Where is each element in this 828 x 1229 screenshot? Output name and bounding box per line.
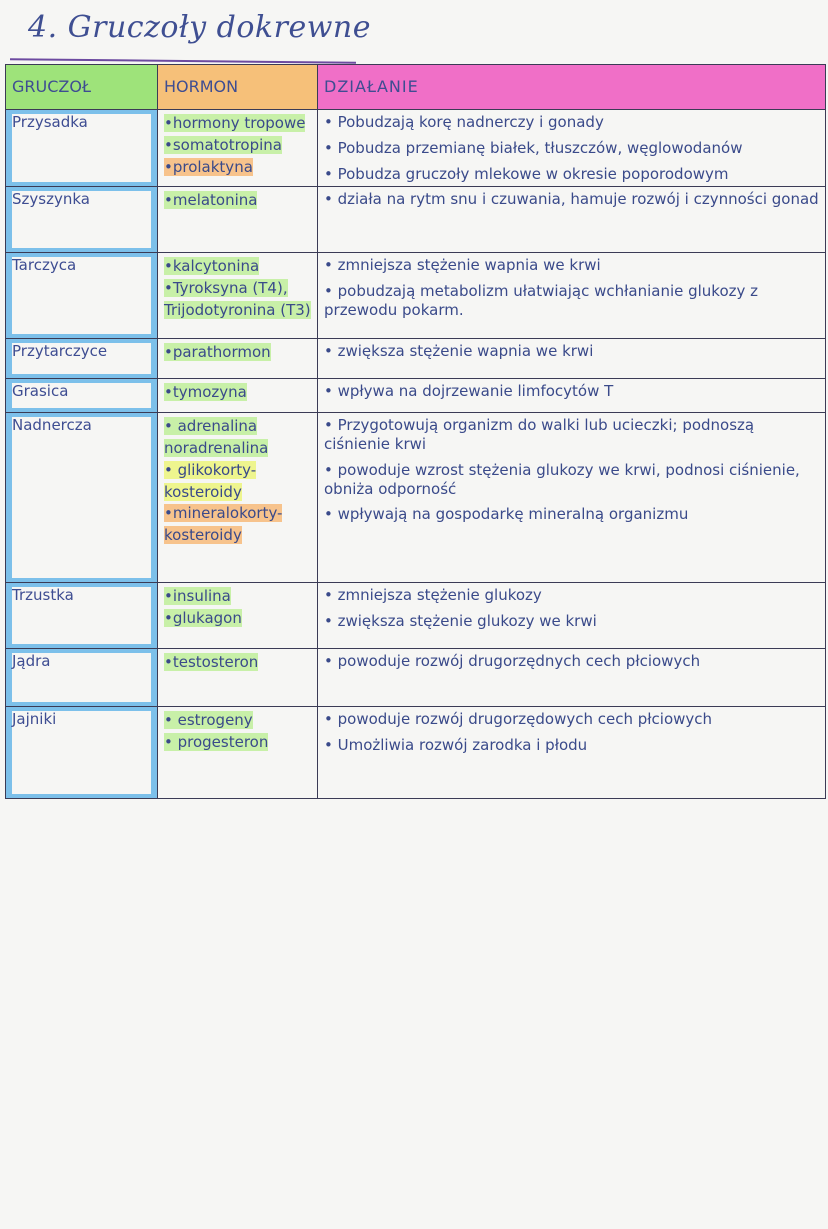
action-text: • wpływa na dojrzewanie limfocytów T [324,382,614,401]
table-row [6,110,826,187]
table-body [6,110,826,799]
hormone-cell [158,253,318,339]
gland-name: Trzustka [6,583,158,649]
hormone-name: Trijodotyronina (T3) [164,300,311,319]
action-cell [318,707,826,799]
header-row [6,65,826,110]
action-text: • pobudzają metabolizm ułatwiając wchłanianie glukozy z przewodu pokarm. [324,282,759,319]
action-text: • Pobudzają korę nadnerczy i gonady [324,113,604,131]
action-text: • działa na rytm snu i czuwania, hamuje rozwój i czynności gonad [324,190,819,209]
hormone-name: • glikokorty- [164,460,257,479]
action-cell [318,583,826,649]
hormone-name: •kalcytonina [164,257,260,276]
action-cell [318,413,826,583]
table-row [6,187,826,253]
gland-name: Przysadka [6,110,158,187]
hormone-cell [158,187,318,253]
action-text: • zwiększa stężenie wapnia we krwi [324,342,594,361]
table-row [6,583,826,649]
gland-name: Przytarczyce [6,339,158,379]
hormone-cell [158,707,318,799]
hormone-cell [158,413,318,583]
gland-name: Tarczyca [6,253,158,339]
action-cell [318,339,826,379]
table-row [6,339,826,379]
hormone-cell [158,583,318,649]
hormone-name: •glukagon [164,609,242,627]
hormone-name: •Tyroksyna (T4), [164,279,288,297]
action-text: • zwiększa stężenie glukozy we krwi [324,612,597,630]
table-row [6,649,826,707]
hormone-cell [158,339,318,379]
hormone-name: •testosteron [164,653,259,672]
table-row [6,253,826,339]
gland-name: Jądra [6,649,158,707]
page-title: 4. Gruczoły dokrewne [28,10,371,45]
hormone-name: •prolaktyna [164,157,253,176]
action-cell [318,379,826,413]
hormone-name: kosteroidy [164,526,242,544]
action-text: • Pobudza przemianę białek, tłuszczów, węglowodanów [324,138,743,157]
hormone-name: •hormony tropowe [164,114,306,132]
action-cell [318,649,826,707]
hormone-name: •mineralokorty- [164,504,283,523]
action-text: • powoduje wzrost stężenia glukozy we krwi, podnosi ciśnienie, obniża odporność [324,460,800,498]
hormone-name: • progesteron [164,733,269,751]
action-text: • Przygotowują organizm do walki lub ucieczki; podnoszą ciśnienie krwi [324,416,755,453]
hormone-name: •parathormon [164,343,271,362]
hormone-name: •somatotropina [164,135,282,154]
hormone-name: • estrogeny [164,711,253,730]
hormone-cell [158,649,318,707]
action-cell [318,187,826,253]
gland-name: Szyszynka [6,187,158,253]
action-cell [318,253,826,339]
action-cell [318,110,826,187]
action-text: • powoduje rozwój drugorzędowych cech płciowych [324,710,713,729]
hormone-name: •melatonina [164,191,258,210]
action-text: • zmniejsza stężenie glukozy [324,586,542,605]
action-text: • powoduje rozwój drugorzędnych cech płciowych [324,652,701,671]
action-text: • zmniejsza stężenie wapnia we krwi [324,256,601,275]
hormone-name: •insulina [164,587,231,606]
hormone-cell [158,110,318,187]
table-row [6,379,826,413]
hormone-name: kosteroidy [164,482,242,501]
gland-name: Grasica [6,379,158,413]
gland-name: Nadnercza [6,413,158,583]
table-row [6,707,826,799]
header-gland: GRUCZOŁ [6,65,158,110]
gland-name: Jajniki [6,707,158,799]
hormone-name: • adrenalina [164,417,258,436]
action-text: • Umożliwia rozwój zarodka i płodu [324,736,588,754]
hormone-name: •tymozyna [164,383,247,402]
header-action: DZIAŁANIE [318,65,826,110]
title-underline [10,58,356,64]
action-text: • Pobudza gruczoły mlekowe w okresie poporodowym [324,164,729,183]
hormone-cell [158,379,318,413]
glands-table [5,64,826,799]
action-text: • wpływają na gospodarkę mineralną organizmu [324,505,689,524]
hormone-name: noradrenalina [164,439,269,457]
table-row [6,413,826,583]
header-hormone: HORMON [158,65,318,110]
